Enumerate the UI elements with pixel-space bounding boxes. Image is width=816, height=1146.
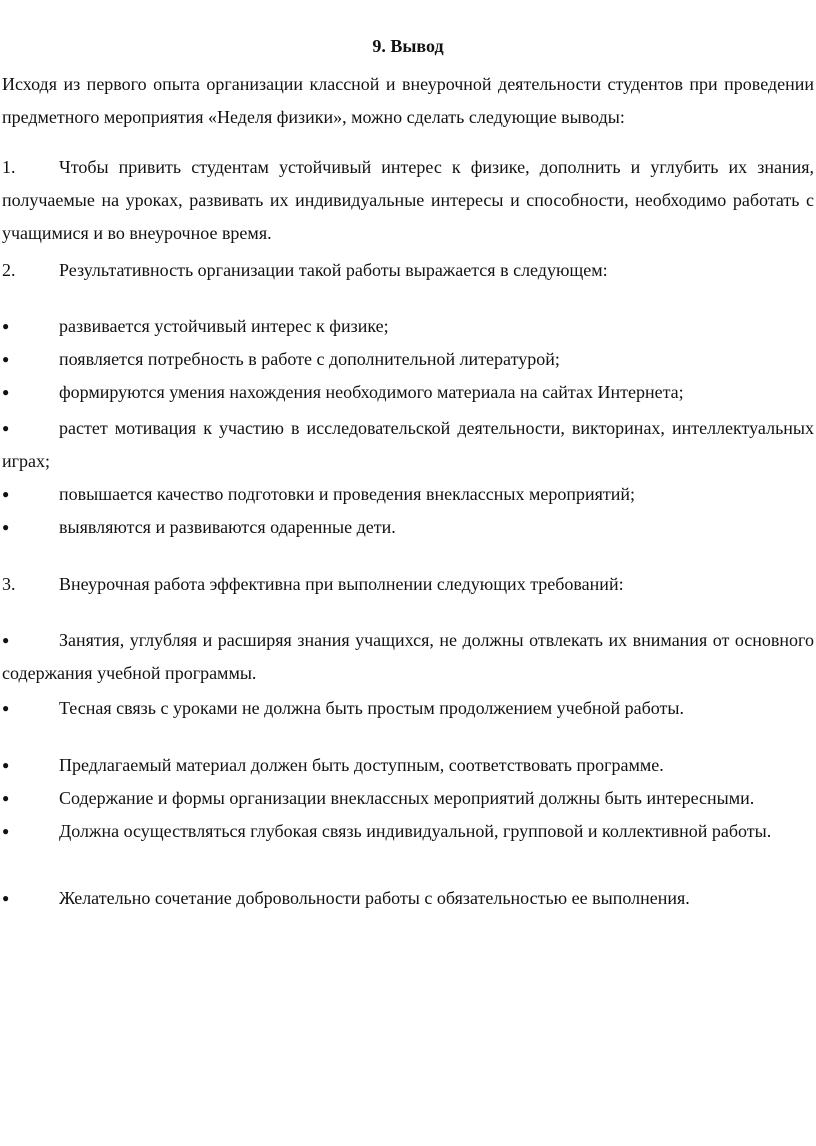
bullet-icon: ● [2, 487, 10, 501]
item-text: Внеурочная работа эффективна при выполнении следующих требований: [59, 574, 624, 594]
item-text: Чтобы привить студентам устойчивый интерес к физике, дополнить и углубить их знания, получаемые на уроках, развивать их индивидуальные интересы и способности, необходимо работать с учащимися и во внеурочное время. [2, 157, 814, 243]
requirements-bullet-6 [2, 882, 814, 915]
requirements-bullet-1 [2, 624, 814, 690]
bullet-text: Предлагаемый материал должен быть доступным, соответствовать программе. [59, 755, 664, 775]
bullet-text: выявляются и развиваются одаренные дети. [59, 517, 396, 537]
bullet-text: Должна осуществляться глубокая связь индивидуальной, групповой и коллективной работы. [59, 821, 772, 841]
item-text: Результативность организации такой работы выражается в следующем: [59, 260, 608, 280]
bullet-text: развивается устойчивый интерес к физике; [59, 316, 389, 336]
bullet-text: Желательно сочетание добровольности работы с обязательностью ее выполнения. [59, 888, 690, 908]
bullet-text: появляется потребность в работе с дополнительной литературой; [59, 349, 560, 369]
item-number: 2. [2, 260, 16, 280]
bullet-icon: ● [2, 520, 10, 534]
intro-paragraph: Исходя из первого опыта организации классной и внеурочной деятельности студентов при проведении предметного мероприятия «Неделя физики», можно сделать следующие выводы: [2, 74, 814, 127]
bullet-text: Занятия, углубляя и расширяя знания учащихся, не должны отвлекать их внимания от основного содержания учебной программы. [2, 630, 814, 683]
bullet-text: Содержание и формы организации внеклассных мероприятий должны быть интересными. [59, 788, 755, 808]
results-bullet-1 [2, 310, 814, 343]
item-number: 1. [2, 157, 16, 177]
results-bullet-3 [2, 376, 814, 409]
numbered-item-3 [2, 568, 814, 601]
bullet-icon: ● [2, 824, 10, 838]
bullet-icon: ● [2, 352, 10, 366]
bullet-text: формируются умения нахождения необходимого материала на сайтах Интернета; [59, 382, 684, 402]
results-bullet-6 [2, 511, 814, 544]
section-title: 9. Вывод [372, 36, 444, 56]
requirements-bullet-2 [2, 692, 814, 725]
bullet-icon: ● [2, 791, 10, 805]
numbered-item-2 [2, 254, 814, 287]
requirements-bullet-3 [2, 749, 814, 782]
bullet-icon: ● [2, 891, 10, 905]
bullet-icon: ● [2, 701, 10, 715]
bullet-text: Тесная связь с уроками не должна быть простым продолжением учебной работы. [59, 698, 684, 718]
requirements-bullet-5 [2, 815, 814, 848]
results-bullet-5 [2, 478, 814, 511]
bullet-icon: ● [2, 385, 10, 399]
results-bullet-4 [2, 412, 814, 478]
bullet-icon: ● [2, 421, 10, 435]
bullet-icon: ● [2, 319, 10, 333]
bullet-icon: ● [2, 758, 10, 772]
bullet-text: повышается качество подготовки и проведения внеклассных мероприятий; [59, 484, 636, 504]
results-bullet-2 [2, 343, 814, 376]
bullet-icon: ● [2, 633, 10, 647]
bullet-text: растет мотивация к участию в исследовательской деятельности, викторинах, интеллектуальных играх; [2, 418, 814, 471]
numbered-item-1 [2, 151, 814, 250]
item-number: 3. [2, 574, 16, 594]
requirements-bullet-4 [2, 782, 814, 815]
